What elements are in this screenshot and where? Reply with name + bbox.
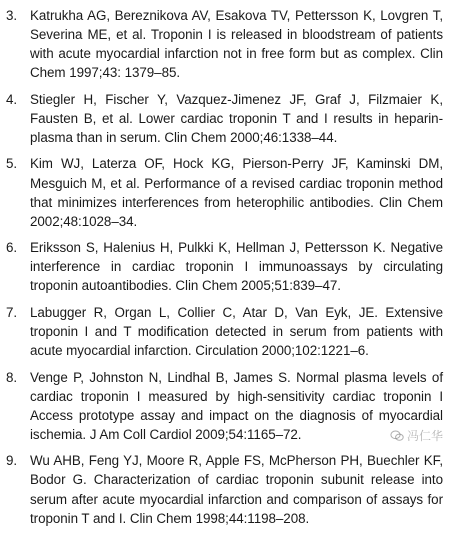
reference-item-3 xyxy=(0,6,451,82)
reference-number: 4. xyxy=(6,91,18,107)
reference-text: Wu AHB, Feng YJ, Moore R, Apple FS, McPherson PH, Buechler KF, Bodor G. Characterization of cardiac troponin subunit release into serum after acute myocardial infarction and comparison of assays for troponin T and I. Clin Chem 1998;44:1198–208. xyxy=(30,453,443,526)
reference-item-9 xyxy=(0,451,451,527)
reference-text: Stiegler H, Fischer Y, Vazquez-Jimenez JF, Graf J, Filzmaier K, Fausten B, et al. Lower cardiac troponin T and I results in heparin-plasma than in serum. Clin Chem 2000;46:1338–44. xyxy=(30,91,443,145)
reference-number: 5. xyxy=(6,156,18,172)
reference-number: 7. xyxy=(6,304,18,320)
reference-text: Eriksson S, Halenius H, Pulkki K, Hellman J, Pettersson K. Negative interference in cardiac troponin I immunoassays by circulating troponin autoantibodies. Clin Chem 2005;51:839–47. xyxy=(30,240,443,294)
reference-item-5 xyxy=(0,154,451,230)
reference-item-7 xyxy=(0,303,451,360)
reference-number: 6. xyxy=(6,240,18,256)
reference-text: Kim WJ, Laterza OF, Hock KG, Pierson-Perry JF, Kaminski DM, Mesguich M, et al. Performance of a revised cardiac troponin method that minimizes interferences from heterophilic antibodies. Clin Chem 2002;48:1028–34. xyxy=(30,156,443,229)
reference-list xyxy=(0,6,451,535)
watermark-text: 冯仁华 xyxy=(406,429,443,443)
reference-text: Venge P, Johnston N, Lindhal B, James S. Normal plasma levels of cardiac troponin I measured by high-sensitivity cardiac troponin I Access prototype assay and impact on the diagnosis of myocardial ischemia. J Am Coll Cardiol 2009;54:1165–72. xyxy=(30,369,443,442)
reference-item-4 xyxy=(0,90,451,147)
reference-text: Katrukha AG, Bereznikova AV, Esakova TV, Pettersson K, Lovgren T, Severina ME, et al. Troponin I is released in bloodstream of patients with acute myocardial infarction not in free form but as complex. Clin Chem 1997;43: 1379–85. xyxy=(30,8,443,81)
reference-item-6 xyxy=(0,238,451,295)
reference-text: Labugger R, Organ L, Collier C, Atar D, Van Eyk, JE. Extensive troponin I and T modification detected in serum from patients with acute myocardial infarction. Circulation 2000;102:1221–6. xyxy=(30,304,443,359)
reference-number: 8. xyxy=(6,369,18,385)
reference-number: 3. xyxy=(6,8,18,23)
reference-number: 9. xyxy=(6,453,18,469)
reference-item-8 xyxy=(0,368,451,444)
